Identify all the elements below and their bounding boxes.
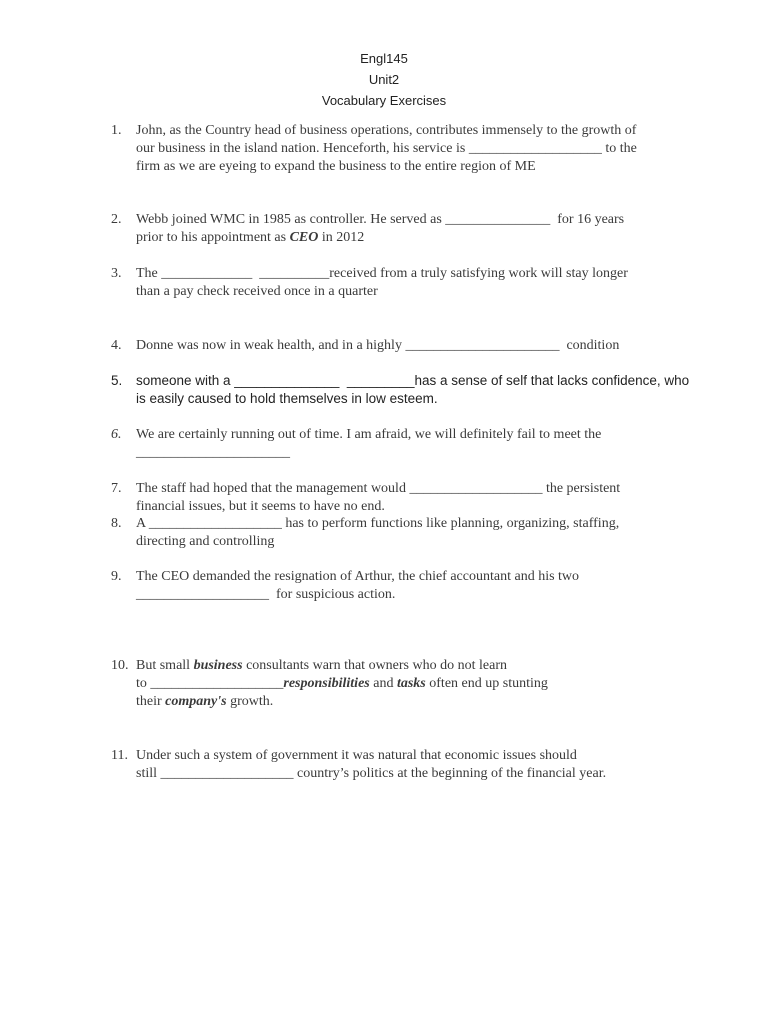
item-number: 5. (111, 373, 123, 388)
item-line: John, as the Country head of business operations, contributes immensely to the growth of (136, 123, 637, 138)
item-line: still ___________________ country’s politics at the beginning of the financial year. (136, 766, 607, 781)
item-line: ___________________ for suspicious action. (136, 587, 396, 602)
item-line: The _____________ __________received from a truly satisfying work will stay longer (136, 266, 628, 281)
unit-label: Unit2 (368, 72, 400, 87)
item-number: 11. (111, 748, 128, 763)
item-text-segment: to ___________________ (136, 676, 284, 691)
item-line: The CEO demanded the resignation of Arthur, the chief accountant and his two (136, 569, 580, 584)
item-text (136, 122, 681, 176)
item-number: 2. (111, 212, 122, 227)
item-text (136, 480, 681, 516)
item-text (136, 747, 681, 783)
document-header (0, 48, 768, 111)
item-number: 7. (111, 481, 122, 496)
item-line: someone with a ______________ _________has a sense of self that lacks confidence, who (136, 373, 690, 388)
item-text (136, 657, 681, 711)
item-number: 9. (111, 569, 122, 584)
emphasized-term: responsibilities (283, 676, 370, 691)
emphasized-term: business (193, 658, 243, 673)
item-text (136, 372, 690, 408)
document-title: Vocabulary Exercises (321, 93, 447, 108)
item-text (136, 515, 681, 551)
item-line: Webb joined WMC in 1985 as controller. He served as _______________ for 16 years (136, 212, 625, 227)
item-line: is easily caused to hold themselves in low esteem. (136, 391, 438, 406)
emphasized-term: CEO (289, 230, 319, 245)
item-text-segment: their (136, 694, 166, 709)
item-text-segment: consultants warn that owners who do not learn (242, 658, 507, 673)
item-text (136, 337, 681, 355)
item-text (136, 568, 681, 604)
item-line: We are certainly running out of time. I am afraid, we will definitely fail to meet the (136, 427, 602, 442)
item-text-segment: often end up stunting (425, 676, 548, 691)
item-line (136, 693, 681, 711)
item-line: our business in the island nation. Henceforth, his service is ___________________ to the (136, 141, 637, 156)
item-line (136, 675, 681, 693)
item-line: financial issues, but it seems to have no end. (136, 499, 385, 514)
item-line: The staff had hoped that the management would ___________________ the persistent (136, 481, 621, 496)
item-line: than a pay check received once in a quarter (136, 284, 378, 299)
item-text-segment: prior to his appointment as (136, 230, 290, 245)
emphasized-term: tasks (396, 676, 426, 691)
item-number: 10. (111, 658, 129, 673)
item-number: 4. (111, 338, 122, 353)
item-text (136, 426, 681, 462)
item-text-segment: in 2012 (318, 230, 365, 245)
item-text (136, 265, 681, 301)
course-code: Engl145 (360, 51, 408, 66)
item-text-segment: growth. (226, 694, 274, 709)
item-line (136, 657, 681, 675)
emphasized-term: company's (165, 694, 227, 709)
item-text-segment: and (369, 676, 397, 691)
item-line (136, 229, 681, 247)
item-number: 8. (111, 516, 122, 531)
item-line: ______________________ (136, 445, 290, 460)
item-text (136, 211, 681, 247)
item-text-segment: But small (136, 658, 194, 673)
item-number: 6. (111, 427, 122, 442)
item-line: Donne was now in weak health, and in a highly ______________________ condition (136, 338, 620, 353)
item-line: A ___________________ has to perform functions like planning, organizing, staffing, (136, 516, 620, 531)
item-line: Under such a system of government it was natural that economic issues should (136, 748, 577, 763)
item-number: 3. (111, 266, 122, 281)
item-line: firm as we are eyeing to expand the business to the entire region of ME (136, 159, 536, 174)
item-number: 1. (111, 123, 122, 138)
item-line: directing and controlling (136, 534, 275, 549)
